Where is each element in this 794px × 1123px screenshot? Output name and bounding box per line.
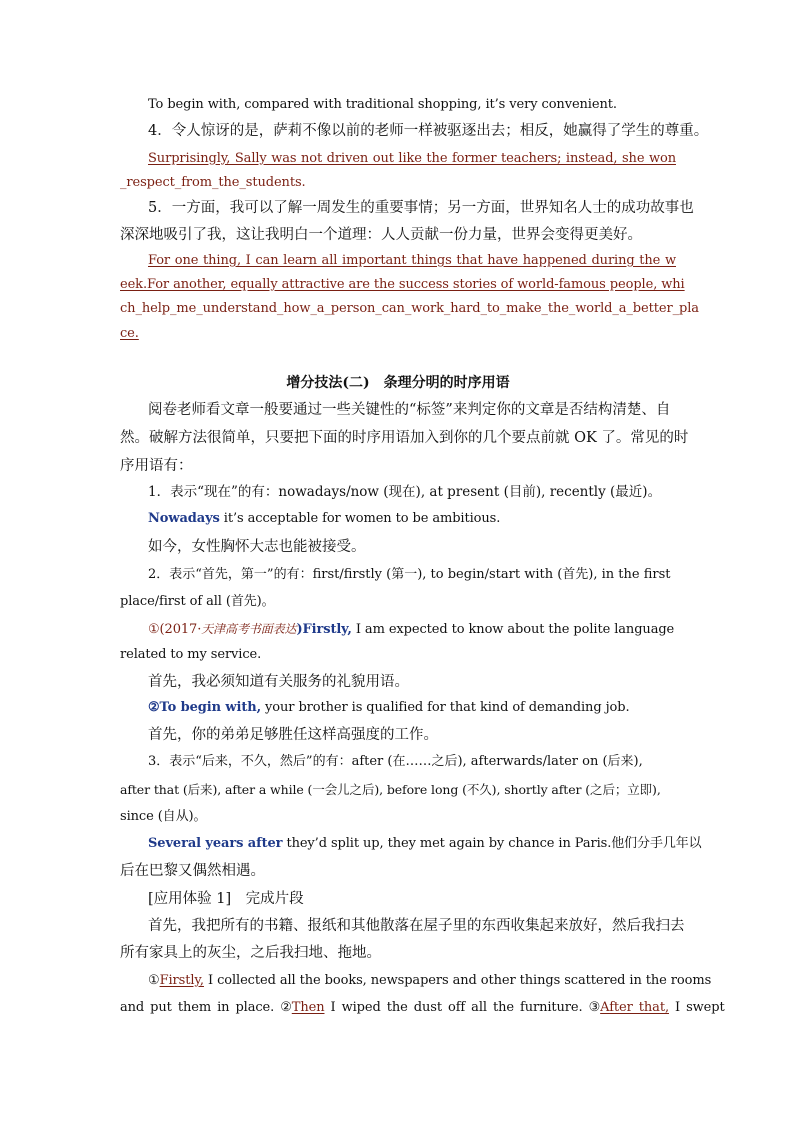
- practice-en-line2-a: and put them in place. ②: [120, 1000, 292, 1015]
- item-2-line2: place/first of all (首先)。: [120, 594, 275, 609]
- answer-5-line3: ch_help_me_understand_how_a_person_can_work_hard_to_make_the_world_a_better_pla: [120, 301, 699, 316]
- item-3-line3: since (自从)。: [120, 809, 207, 824]
- example-3-line1: [148, 834, 702, 854]
- answer-5-line4: ce.: [120, 326, 139, 341]
- example-2b: [148, 698, 676, 718]
- practice-heading: [应用体验 1] 完成片段: [148, 891, 304, 907]
- answer-then: Then: [291, 1000, 325, 1015]
- example-1: [148, 509, 676, 529]
- practice-en-line1: [148, 971, 712, 991]
- source-open: ①(2017·: [148, 622, 202, 637]
- practice-en-line2-b: I wiped the dust off all the furniture. ③: [324, 1000, 601, 1015]
- item-3-line1: 3．表示“后来，不久，然后”的有：after (在……之后), afterwards/later on (后来),: [148, 754, 643, 769]
- question-4: 4．令人惊讶的是，萨莉不像以前的老师一样被驱逐出去；相反，她赢得了学生的尊重。: [148, 123, 709, 139]
- sentence-l01: To begin with, compared with traditional shopping, it’s very convenient.: [148, 97, 617, 112]
- practice-zh-line2: 所有家具上的灰尘，之后我扫地、拖地。: [120, 945, 381, 961]
- item-3-line2: after that (后来), after a while (一会儿之后), before long (不久), shortly after (之后；立即),: [120, 782, 661, 797]
- practice-en-line1-rest: I collected all the books, newspapers and other things scattered in the rooms: [203, 973, 712, 988]
- intro-line1: 阅卷老师看文章一般要通过一些关键性的“标签”来判定你的文章是否结构清楚、自: [148, 402, 671, 418]
- example-2a-line2: related to my service.: [120, 647, 262, 662]
- example-1-translation: 如今，女性胸怀大志也能被接受。: [148, 539, 366, 555]
- highlight-nowadays: Nowadays: [148, 511, 220, 526]
- answer-4-line2: _respect_from_the_students.: [120, 175, 306, 190]
- circle-1: ①: [148, 973, 160, 988]
- item-1: 1．表示“现在”的有：nowadays/now (现在), at present (目前), recently (最近)。: [148, 484, 662, 500]
- example-3-line2: 后在巴黎又偶然相遇。: [120, 863, 265, 879]
- example-2a-translation: 首先，我必须知道有关服务的礼貌用语。: [148, 674, 409, 690]
- answer-4-line1: Surprisingly, Sally was not driven out like the former teachers; instead, she won: [148, 151, 676, 166]
- practice-en-line2: [120, 998, 725, 1018]
- answer-5-line2: eek.For another, equally attractive are the success stories of world-famous people, whi: [120, 277, 685, 292]
- item-2-line1: 2．表示“首先，第一”的有：first/firstly (第一), to begin/start with (首先), in the first: [148, 567, 671, 582]
- answer-5-line1: For one thing, I can learn all important things that have happened during the w: [148, 253, 676, 268]
- practice-zh-line1: 首先，我把所有的书籍、报纸和其他散落在屋子里的东西收集起来放好，然后我扫去: [148, 918, 685, 934]
- question-5-line2: 深深地吸引了我，这让我明白一个道理：人人贡献一份力量，世界会变得更美好。: [120, 227, 642, 243]
- example-3-rest: they’d split up, they met again by chance in Paris.他们分手几年以: [282, 836, 702, 851]
- section-heading: 增分技法(二) 条理分明的时序用语: [286, 375, 510, 391]
- example-2b-translation: 首先，你的弟弟足够胜任这样高强度的工作。: [148, 727, 438, 743]
- highlight-firstly: )Firstly,: [296, 622, 352, 637]
- answer-after-that: After that,: [600, 1000, 669, 1015]
- intro-line2: 然。破解方法很简单，只要把下面的时序用语加入到你的几个要点前就 OK 了。常见的时: [120, 430, 689, 446]
- highlight-to-begin-with: ②To begin with,: [148, 700, 262, 715]
- answer-firstly: Firstly,: [159, 973, 204, 988]
- example-2b-rest: your brother is qualified for that kind of demanding job.: [261, 700, 630, 715]
- source-name: 天津高考书面表达: [201, 622, 297, 636]
- example-2a-rest: I am expected to know about the polite language: [351, 622, 675, 637]
- example-1-rest: it’s acceptable for women to be ambitious.: [219, 511, 501, 526]
- intro-line3: 序用语有：: [120, 458, 193, 474]
- question-5-line1: 5．一方面，我可以了解一周发生的重要事情；另一方面，世界知名人士的成功故事也: [148, 200, 694, 216]
- example-2a-line1: [148, 619, 676, 640]
- highlight-several-years-after: Several years after: [148, 836, 283, 851]
- practice-en-line2-c: I swept: [668, 1000, 725, 1015]
